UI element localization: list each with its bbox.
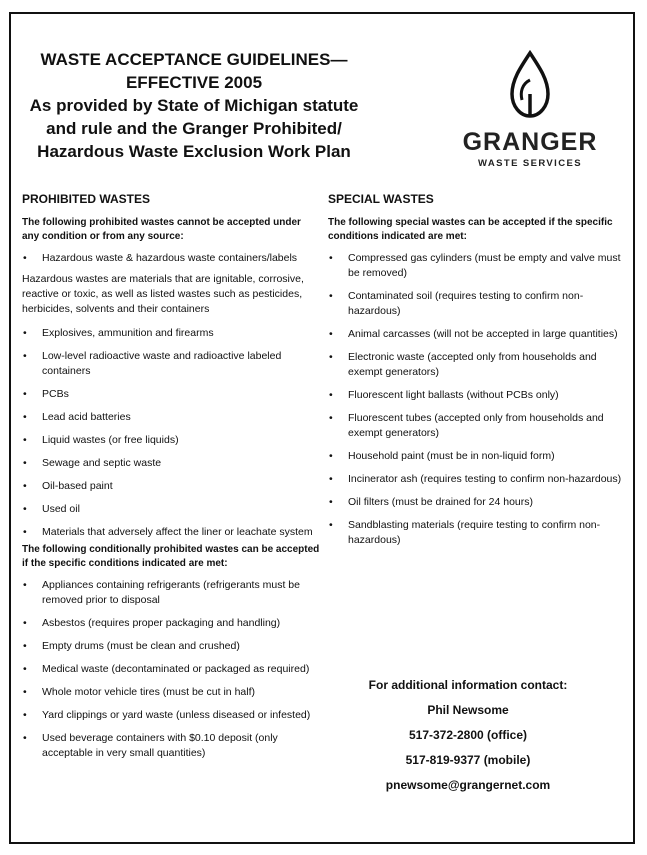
list-item: • Hazardous waste & hazardous waste containers/labels <box>22 251 320 266</box>
title-line-3: As provided by State of Michigan statute <box>29 96 359 115</box>
list-item: • Low-level radioactive waste and radioactive labeled containers <box>22 349 320 379</box>
contact-name: Phil Newsome <box>427 703 509 717</box>
contact-heading: For additional information contact: <box>368 678 568 692</box>
contact-email[interactable]: pnewsome@grangernet.com <box>385 778 551 792</box>
special-wastes-column <box>328 192 623 556</box>
list-item: • Liquid wastes (or free liquids) <box>22 433 320 448</box>
list-item: • Appliances containing refrigerants (refrigerants must be removed prior to disposal <box>22 578 320 608</box>
contact-office-phone: 517-372-2800 (office) <box>408 728 528 742</box>
contact-mobile-phone: 517-819-9377 (mobile) <box>405 753 531 767</box>
list-item: • Oil filters (must be drained for 24 hours) <box>328 495 623 510</box>
list-item: • Sewage and septic waste <box>22 456 320 471</box>
list-item: • Oil-based paint <box>22 479 320 494</box>
list-item: • Asbestos (requires proper packaging and handling) <box>22 616 320 631</box>
list-item: • Sandblasting materials (require testing to confirm non-hazardous) <box>328 518 623 548</box>
logo-name: GRANGER <box>462 128 598 156</box>
special-intro: The following special wastes can be accepted if the specific conditions indicated are met: <box>328 217 613 242</box>
logo-subtitle: WASTE SERVICES <box>478 158 582 169</box>
list-item: • Fluorescent light ballasts (without PCBs only) <box>328 388 623 403</box>
list-item: • Materials that adversely affect the liner or leachate system <box>22 525 320 540</box>
list-item: • Incinerator ash (requires testing to confirm non-hazardous) <box>328 472 623 487</box>
prohibited-intro: The following prohibited wastes cannot be accepted under any condition or from any source: <box>22 217 301 242</box>
title-line-2: EFFECTIVE 2005 <box>125 73 263 92</box>
prohibited-heading: PROHIBITED WASTES <box>22 192 151 206</box>
prohibited-list-first <box>22 251 320 266</box>
title-line-4: and rule and the Granger Prohibited/ <box>46 119 342 138</box>
conditional-list <box>22 578 320 761</box>
contact-block <box>328 678 608 803</box>
title-line-1: WASTE ACCEPTANCE GUIDELINES— <box>40 50 348 69</box>
list-item: • Whole motor vehicle tires (must be cut in half) <box>22 685 320 700</box>
list-item: • Used beverage containers with $0.10 deposit (only acceptable in very small quantities) <box>22 731 320 761</box>
prohibited-list <box>22 326 320 540</box>
leaf-drop-icon <box>508 50 552 120</box>
list-item: • Used oil <box>22 502 320 517</box>
special-heading: SPECIAL WASTES <box>328 192 434 206</box>
document-title <box>14 48 374 163</box>
title-line-5: Hazardous Waste Exclusion Work Plan <box>37 142 351 161</box>
list-item: • Empty drums (must be clean and crushed) <box>22 639 320 654</box>
conditional-intro: The following conditionally prohibited wastes can be accepted if the specific conditions indicated are met: <box>22 544 320 569</box>
list-item: • Compressed gas cylinders (must be empty and valve must be removed) <box>328 251 623 281</box>
list-item: • Explosives, ammunition and firearms <box>22 326 320 341</box>
list-item: • PCBs <box>22 387 320 402</box>
list-item: • Household paint (must be in non-liquid form) <box>328 449 623 464</box>
list-item: • Fluorescent tubes (accepted only from households and exempt generators) <box>328 411 623 441</box>
list-item: • Medical waste (decontaminated or packaged as required) <box>22 662 320 677</box>
hazardous-definition: Hazardous wastes are materials that are ignitable, corrosive, reactive or toxic, as well as listed wastes such as pesticides, herbicides, solvents and their containers <box>22 273 304 315</box>
list-item: • Lead acid batteries <box>22 410 320 425</box>
granger-logo <box>455 50 605 169</box>
prohibited-wastes-column <box>22 192 320 769</box>
list-item: • Contaminated soil (requires testing to confirm non-hazardous) <box>328 289 623 319</box>
special-list <box>328 251 623 548</box>
list-item: • Yard clippings or yard waste (unless diseased or infested) <box>22 708 320 723</box>
list-item: • Electronic waste (accepted only from households and exempt generators) <box>328 350 623 380</box>
list-item: • Animal carcasses (will not be accepted in large quantities) <box>328 327 623 342</box>
